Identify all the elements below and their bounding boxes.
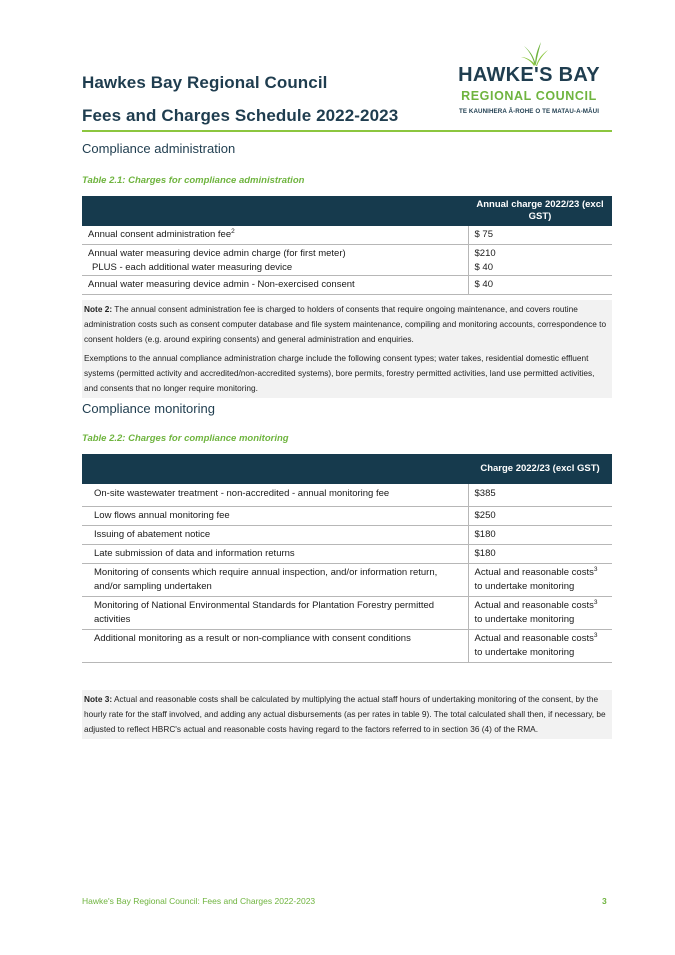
row-value: $ 40 — [468, 276, 612, 295]
row-label: On-site wastewater treatment - non-accredited - annual monitoring fee — [82, 484, 468, 507]
row-value: Actual and reasonable costs$^3$ to undertake monitoring — [468, 597, 612, 630]
row-label: Annual water measuring device admin - Non-exercised consent — [82, 276, 468, 295]
table-row — [82, 630, 612, 663]
row-label: Annual water measuring device admin charge (for first meter) PLUS - each additional water measuring device — [82, 245, 468, 276]
section-heading-monitoring: Compliance monitoring — [82, 401, 215, 416]
note-2: Note 2: The annual consent administration fee is charged to holders of consents that require ongoing maintenance, and covers routine administration costs such as consent computer database and file system maintenance, compiling and monitoring accounts, correspondence to consent holders (e.g. around expiring consents) and general administration and enquiries. — [82, 300, 612, 349]
table-caption-monitoring: Table 2.2: Charges for compliance monitoring — [82, 433, 289, 444]
admin-col-header: Annual charge 2022/23 (excl GST) — [468, 196, 612, 226]
logo-line1: HAWKE'S BAY — [458, 64, 600, 86]
row-value: $210 $ 40 — [468, 245, 612, 276]
row-value: $ 75 — [468, 226, 612, 245]
admin-col-empty — [82, 196, 468, 226]
monitoring-col-empty — [82, 454, 468, 484]
footer-title: Hawke's Bay Regional Council: Fees and Charges 2022-2023 — [82, 896, 316, 906]
row-value: Actual and reasonable costs$^3$ to undertake monitoring — [468, 564, 612, 597]
row-label: Low flows annual monitoring fee — [82, 507, 468, 526]
table-row — [82, 597, 612, 630]
council-logo — [446, 42, 612, 120]
row-label: Monitoring of National Environmental Standards for Plantation Forestry permitted activities — [82, 597, 468, 630]
logo-line2: REGIONAL COUNCIL — [461, 89, 597, 103]
row-label: Annual consent administration fee$^2$ — [82, 226, 468, 245]
table-row — [82, 545, 612, 564]
row-label: Monitoring of consents which require annual inspection, and/or information return, and/or sampling undertaken — [82, 564, 468, 597]
table-row — [82, 245, 612, 276]
section-heading-admin: Compliance administration — [82, 141, 236, 156]
table-caption-admin: Table 2.1: Charges for compliance administration — [82, 175, 305, 186]
row-value: $180 — [468, 526, 612, 545]
row-label: Additional monitoring as a result or non-compliance with consent conditions — [82, 630, 468, 663]
note-3: Note 3: Actual and reasonable costs shall be calculated by multiplying the actual staff hours of undertaking monitoring of the consent, by the hourly rate for the staff involved, and adding any actual disbursements (as per rates in table 9). The total calculated shall then, if necessary, be adjusted to reflect HBRC's actual and reasonable costs having regard to the factors referred to in section 36 (4) of the RMA. — [82, 690, 612, 739]
exemptions-note: Exemptions to the annual compliance administration charge include the following consent types; water takes, residential domestic effluent systems (permitted activity and accredited/non-accredited systems), bore permits, forestry permitted activities, land use permitted activities, and consents that no longer require monitoring. — [82, 349, 612, 398]
monitoring-col-header: Charge 2022/23 (excl GST) — [468, 454, 612, 484]
row-label: Late submission of data and information returns — [82, 545, 468, 564]
header-divider — [82, 130, 612, 132]
logo-line3: TE KAUNIHERA Ā-ROHE O TE MATAU-A-MĀUI — [458, 108, 600, 115]
table-row — [82, 526, 612, 545]
table-row — [82, 484, 612, 507]
doc-title: Fees and Charges Schedule 2022-2023 — [82, 106, 399, 125]
table-row — [82, 276, 612, 295]
page-number: 3 — [602, 896, 607, 906]
row-value: $180 — [468, 545, 612, 564]
monitoring-charges-table — [82, 454, 612, 663]
table-row — [82, 507, 612, 526]
table-row — [82, 226, 612, 245]
row-value: $385 — [468, 484, 612, 507]
row-label: Issuing of abatement notice — [82, 526, 468, 545]
row-value: Actual and reasonable costs$^3$ to undertake monitoring — [468, 630, 612, 663]
table-row — [82, 564, 612, 597]
org-title: Hawkes Bay Regional Council — [82, 73, 328, 92]
admin-charges-table — [82, 196, 612, 295]
leaf-icon — [520, 42, 550, 66]
row-value: $250 — [468, 507, 612, 526]
